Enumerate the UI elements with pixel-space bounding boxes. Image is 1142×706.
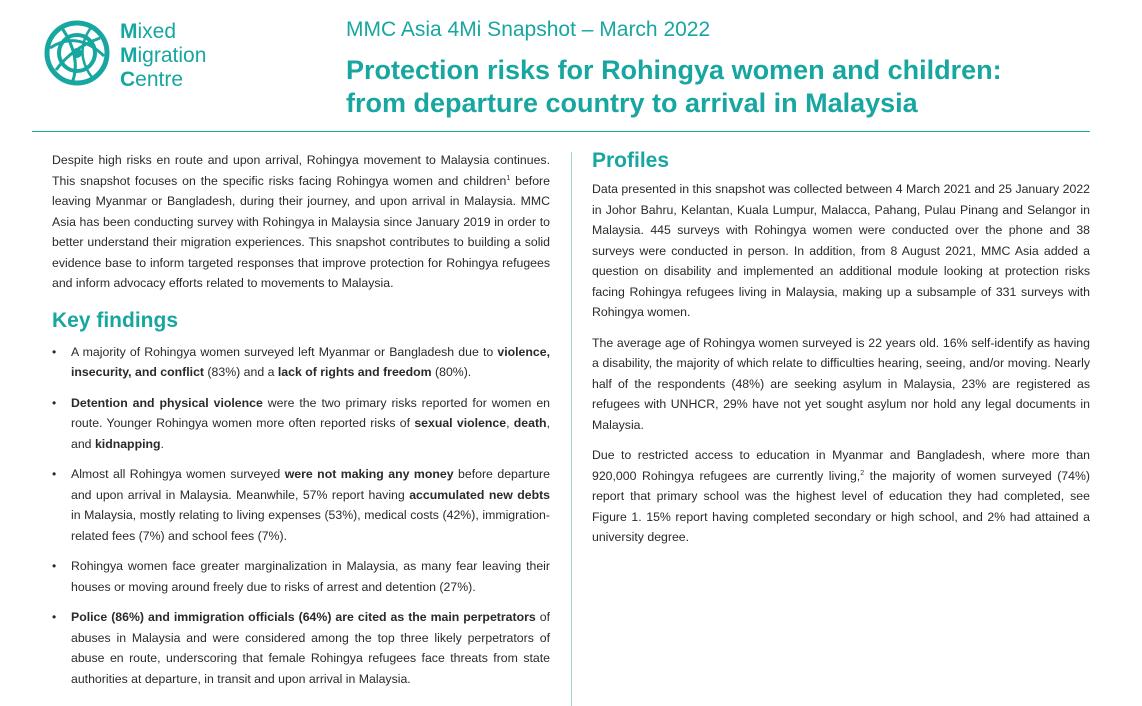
logo-word-2: Migration <box>120 44 207 67</box>
title-line-2: from departure country to arrival in Malaysia <box>346 88 918 118</box>
bullet-icon: • <box>52 610 57 624</box>
logo-word-3: Centre <box>120 68 184 91</box>
profiles-paragraph-2: The average age of Rohingya women surveyed is 22 years old. 16% self-identify as having a disability, the majority of which relate to difficulties hearing, seeing, and/or moving. Nearly half of the respondents (48%) are seeking asylum in Malaysia, 23% are registered as refugees with UNHCR, 29% have not yet sought asylum nor hold any legal documents in Malaysia. <box>592 335 1090 432</box>
page-title <box>346 54 1106 120</box>
profiles-heading: Profiles <box>592 149 670 172</box>
key-findings-heading: Key findings <box>52 308 179 332</box>
title-line-1: Protection risks for Rohingya women and children: <box>346 55 1002 85</box>
globe-icon <box>42 18 112 88</box>
mmc-logo <box>42 18 242 100</box>
column-divider <box>571 152 572 706</box>
left-column <box>52 150 550 699</box>
finding-item: • Rohingya women face greater marginalization in Malaysia, as many fear leaving their houses or moving around freely due to risks of arrest and detention (27%). <box>52 556 550 597</box>
bullet-icon: • <box>52 344 57 359</box>
footnote-ref-2[interactable]: 2 <box>860 469 865 477</box>
profiles-paragraph-1: Data presented in this snapshot was collected between 4 March 2021 and 25 January 2022 in Johor Bahru, Kelantan, Kuala Lumpur, Malacca, Pahang, Pulau Pinang and Selangor in Malaysia. 445 surveys with Rohingya women were conducted over the phone and 38 surveys were conducted in person. In addition, from 8 August 2021, MMC Asia added a question on disability and implemented an additional module looking at protection risks facing Rohingya refugees living in Malaysia, making up a subsample of 331 surveys with Rohingya women. <box>592 182 1090 319</box>
profiles-paragraph-3: Due to restricted access to education in Myanmar and Bangladesh, where more than 920,000 Rohingya refugees are currently living,$^2$ the majority of women surveyed (74%) report that primary school was the highest level of education they had completed, see Figure 1. 15% report having completed secondary or high school, and 2% had attained a university degree. <box>592 448 1090 544</box>
finding-item: • Almost all Rohingya women surveyed were not making any money before departure and upon arrival in Malaysia. Meanwhile, 57% report having accumulated new debts in Malaysia, mostly relating to living expenses (53%), medical costs (42%), immigration-related fees (7%) and school fees (7%). <box>52 464 550 546</box>
bullet-icon: • <box>52 395 57 410</box>
bullet-icon: • <box>52 559 57 573</box>
right-column <box>592 148 1090 558</box>
finding-item: • Police (86%) and immigration officials (64%) are cited as the main perpetrators of abuses in Malaysia and were considered among the top three likely perpetrators of abuse en route, underscoring that female Rohingya refugees face threats from state authorities at departure, in transit and upon arrival in Malaysia. <box>52 607 550 689</box>
intro-paragraph: Despite high risks en route and upon arrival, Rohingya movement to Malaysia continues. This snapshot focuses on the specific risks facing Rohingya women and children$^1$ before leaving Myanmar or Bangladesh, during their journey, and upon arrival in Malaysia. MMC Asia has been conducting survey with Rohingya in Malaysia since January 2019 in order to better understand their migration experiences. This snapshot contributes to building a solid evidence base to inform targeted responses that improve protection for Rohingya refugees and inform advocacy efforts related to movements to Malaysia. <box>52 153 550 290</box>
header-divider <box>32 131 1090 132</box>
footnote-ref-1[interactable]: 1 <box>506 174 511 182</box>
finding-item: • A majority of Rohingya women surveyed left Myanmar or Bangladesh due to violence, insecurity, and conflict (83%) and a lack of rights and freedom (80%). <box>52 342 550 383</box>
key-findings-list <box>52 342 550 690</box>
report-subtitle: MMC Asia 4Mi Snapshot – March 2022 <box>346 18 711 41</box>
finding-item: • Detention and physical violence were the two primary risks reported for women en route. Younger Rohingya women more often reported risks of sexual violence, death, and kidnapping. <box>52 393 550 455</box>
logo-word-1: Mixed <box>120 20 177 43</box>
bullet-icon: • <box>52 467 57 481</box>
